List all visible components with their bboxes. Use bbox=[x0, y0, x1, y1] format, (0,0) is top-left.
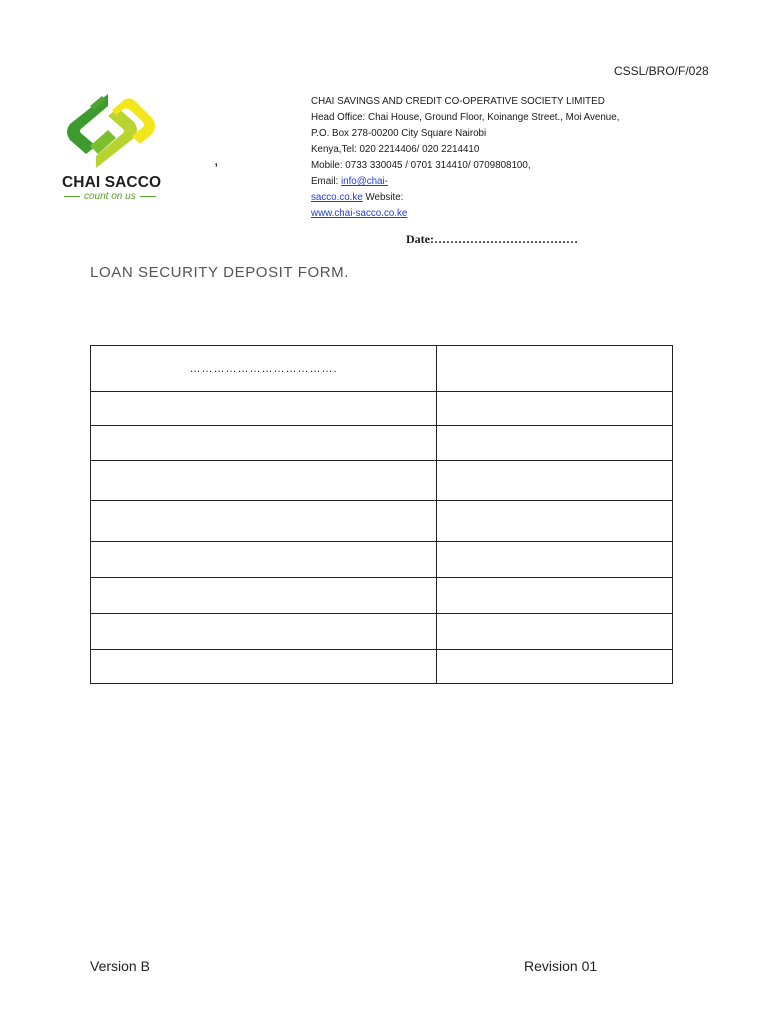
email-link-part-2[interactable]: sacco.co.ke bbox=[311, 192, 363, 203]
logo-tagline-text: count on us bbox=[84, 191, 136, 202]
table-cell-right[interactable] bbox=[437, 461, 673, 501]
table-cell-right[interactable] bbox=[437, 542, 673, 578]
logo-mark-icon bbox=[60, 88, 164, 178]
table-cell-right[interactable] bbox=[437, 392, 673, 426]
organisation-address-line-2: P.O. Box 278-00200 City Square Nairobi bbox=[311, 128, 487, 139]
organisation-details bbox=[311, 94, 619, 222]
table-cell-right[interactable] bbox=[437, 426, 673, 461]
organisation-mobile: Mobile: 0733 330045 / 0701 314410/ 0709808100, bbox=[311, 160, 531, 171]
logo-tagline bbox=[64, 191, 156, 202]
footer-version: Version B bbox=[90, 958, 150, 974]
table-cell-right[interactable] bbox=[437, 614, 673, 650]
table-header-cell-right[interactable] bbox=[437, 346, 673, 392]
table-cell-left[interactable] bbox=[91, 578, 437, 614]
table-cell-right[interactable] bbox=[437, 650, 673, 684]
table-cell-right[interactable] bbox=[437, 578, 673, 614]
table-row bbox=[91, 614, 673, 650]
logo-brand-name: CHAI SACCO bbox=[62, 174, 162, 191]
organisation-email-website-line bbox=[311, 190, 619, 206]
table-row bbox=[91, 392, 673, 426]
table-header-cell-left[interactable]: ………………………………. bbox=[91, 346, 437, 392]
table-cell-left[interactable] bbox=[91, 392, 437, 426]
email-link-part-1[interactable]: info@chai- bbox=[340, 176, 388, 187]
table-cell-left[interactable] bbox=[91, 650, 437, 684]
table-cell-left[interactable] bbox=[91, 542, 437, 578]
website-label: Website: bbox=[362, 192, 404, 203]
table-cell-left[interactable] bbox=[91, 501, 437, 542]
table-row bbox=[91, 578, 673, 614]
stray-comma: , bbox=[214, 152, 219, 169]
table-row bbox=[91, 501, 673, 542]
date-field[interactable]: Date:……………………………… bbox=[406, 232, 578, 246]
tagline-rule-left bbox=[64, 196, 80, 198]
table-header-row bbox=[91, 346, 673, 392]
table-cell-left[interactable] bbox=[91, 614, 437, 650]
organisation-website-line bbox=[311, 206, 619, 222]
form-title: LOAN SECURITY DEPOSIT FORM. bbox=[90, 264, 350, 281]
table-row bbox=[91, 650, 673, 684]
footer-revision: Revision 01 bbox=[524, 958, 598, 974]
organisation-email-line bbox=[311, 174, 619, 190]
table-cell-left[interactable] bbox=[91, 461, 437, 501]
table-cell-left[interactable] bbox=[91, 426, 437, 461]
table-row bbox=[91, 461, 673, 501]
organisation-name: CHAI SAVINGS AND CREDIT CO-OPERATIVE SOCIETY LIMITED bbox=[311, 96, 605, 107]
organisation-telephone: Kenya,Tel: 020 2214406/ 020 2214410 bbox=[311, 144, 480, 155]
email-label: Email: bbox=[311, 176, 341, 187]
tagline-rule-right bbox=[140, 196, 156, 198]
form-reference-code: CSSL/BRO/F/028 bbox=[614, 64, 709, 78]
table-row bbox=[91, 542, 673, 578]
website-link[interactable]: www.chai-sacco.co.ke bbox=[311, 208, 408, 219]
organisation-address-line-1: Head Office: Chai House, Ground Floor, Koinange Street., Moi Avenue, bbox=[311, 112, 620, 123]
table-cell-right[interactable] bbox=[437, 501, 673, 542]
deposit-form-table bbox=[90, 345, 673, 684]
table-row bbox=[91, 426, 673, 461]
